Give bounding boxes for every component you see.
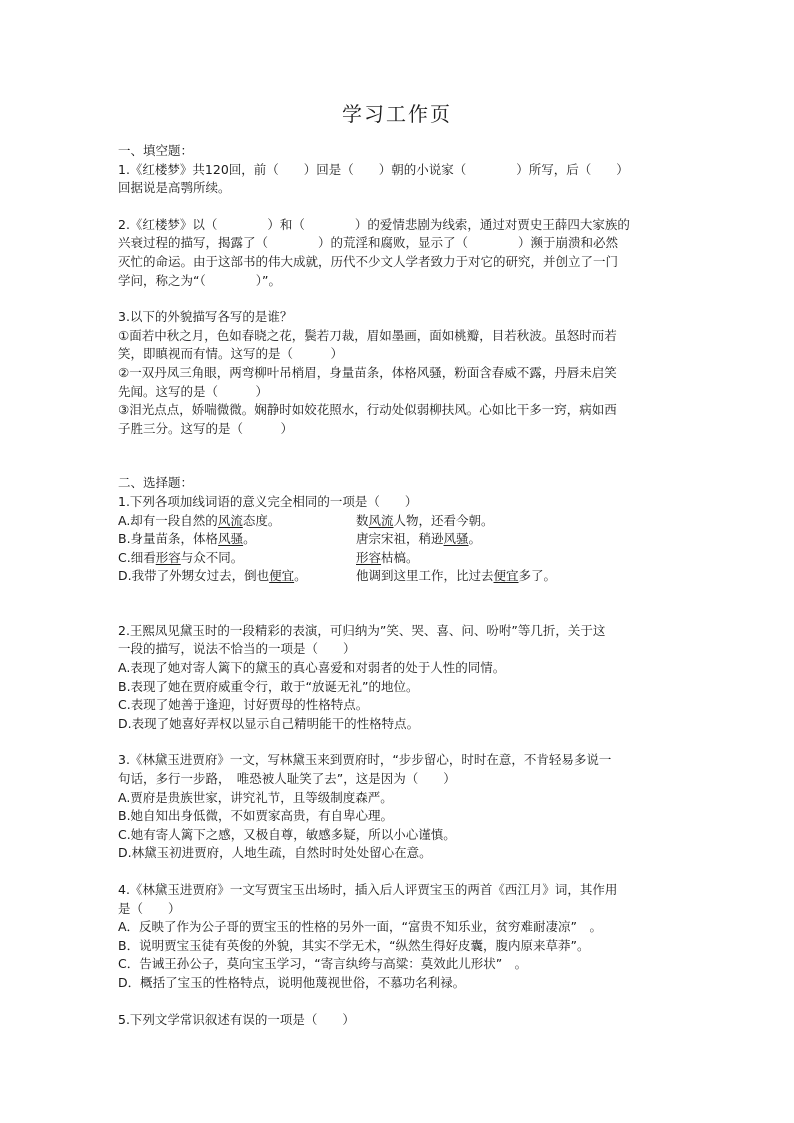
option-text: C.细看 — [118, 549, 156, 565]
option-a: A.贾府是贵族世家，讲究礼节，且等级制度森严。 — [118, 789, 393, 805]
underlined-term: 便宜 — [493, 568, 519, 584]
underlined-term: 风骚 — [218, 531, 244, 547]
question-line: 3.《林黛玉进贾府》一文，写林黛玉来到贾府时，“步步留心，时时在意，不肯轻易多说一 — [118, 752, 612, 768]
question-line: 句话，多行一步路， 唯恐被人耻笑了去”，这是因为（ ） — [118, 771, 456, 787]
option-text: 。 — [243, 531, 256, 547]
option-row-d — [118, 567, 684, 586]
question-line: 先闻。这写的是（ ） — [118, 383, 269, 399]
option-text: 态度。 — [242, 512, 281, 528]
question-line: 笑，即瞋视而有情。这写的是（ ） — [118, 346, 344, 362]
option-a: A.表现了她对寄人篱下的黛玉的真心喜爱和对弱者的处于人性的同情。 — [118, 660, 506, 676]
underlined-term: 形容 — [155, 549, 181, 565]
option-right — [356, 512, 494, 531]
option-b: B.表现了她在贾府威重令行，敢于“放诞无礼”的地位。 — [118, 678, 419, 694]
option-c: C.她有寄人篱下之感，又极自尊，敏感多疑，所以小心谨慎。 — [118, 826, 456, 842]
underlined-term: 风骚 — [443, 531, 469, 547]
question-line: 4.《林黛玉进贾府》一文写贾宝玉出场时，插入后人评贾宝玉的两首《西江月》词，其作用 — [118, 882, 618, 897]
question-line: ②一双丹凤三角眼，两弯柳叶吊梢眉，身量苗条，体格风骚，粉面含春威不露，丹唇未启笑 — [118, 364, 617, 380]
question-line: 灭忙的命运。由于这部书的伟大成就，历代不少文人学者致力于对它的研究，并创立了一门 — [118, 253, 619, 269]
option-row-b — [118, 530, 684, 549]
underlined-term: 风流 — [217, 512, 243, 528]
underlined-term: 形容 — [356, 549, 382, 565]
question-line: 回据说是高鹗所续。 — [118, 180, 231, 196]
question-line: 子胜三分。这写的是（ ） — [118, 420, 294, 436]
option-text: A.却有一段自然的 — [118, 512, 218, 528]
option-right — [356, 549, 419, 568]
section-heading-fill-blank: 一、填空题： — [118, 143, 194, 158]
section-heading-multiple-choice: 二、选择题： — [118, 475, 194, 491]
question-line: 是（ ） — [118, 900, 181, 916]
option-text: 。 — [468, 531, 482, 547]
question-2-1 — [118, 493, 684, 586]
question-2-5 — [118, 1011, 684, 1030]
worksheet-content — [118, 142, 684, 1029]
option-left — [118, 567, 356, 586]
question-2-4 — [118, 881, 684, 993]
question-1-2 — [118, 216, 684, 290]
option-row-c — [118, 549, 684, 568]
option-d: D.林黛玉初进贾府，人地生疏，自然时时处处留心在意。 — [118, 845, 432, 861]
option-left — [118, 530, 356, 549]
option-a: A．反映了作为公子哥的贾宝玉的性格的另外一面，“富贵不知乐业，贫穷难耐凄凉” 。 — [118, 919, 603, 935]
option-row-a — [118, 512, 684, 531]
underlined-term: 风流 — [368, 512, 394, 528]
page-title: 学习工作页 — [342, 102, 452, 126]
option-text: D.我带了外甥女过去，倒也 — [118, 568, 270, 584]
option-right — [356, 530, 481, 549]
option-text: 。 — [294, 568, 307, 584]
option-right — [356, 567, 556, 586]
option-c: C．告诫王孙公子，莫向宝玉学习，“寄言纨绔与高粱：莫效此儿形状” 。 — [118, 956, 528, 972]
option-text: 唐宗宋祖，稍逊 — [356, 531, 444, 547]
question-line: ③泪光点点，娇喘微微。娴静时如姣花照水，行动处似弱柳扶风。心如比干多一窍，病如西 — [118, 402, 617, 418]
question-line: 一段的描写，说法不恰当的一项是（ ） — [118, 641, 356, 657]
question-line: ①面若中秋之月，色如春晓之花，鬓若刀裁，眉如墨画，面如桃瓣，目若秋波。虽怒时而若 — [118, 327, 617, 343]
question-line: 学问，称之为“（ ）”。 — [118, 272, 281, 288]
question-line: 2.《红楼梦》以（ ）和（ ）的爱情悲剧为线索，通过对贾史王薛四大家族的 — [118, 216, 630, 232]
option-d: D.表现了她喜好弄权以显示自己精明能干的性格特点。 — [118, 715, 420, 731]
question-line: 1.《红楼梦》共120回，前（ ）回是（ ）朝的小说家（ ）所写，后（ ） — [118, 161, 629, 177]
option-text: 数 — [356, 512, 369, 528]
option-text: 人物，还看今朝。 — [393, 512, 494, 528]
question-2-3 — [118, 751, 684, 863]
question-line: 2.王熙凤见黛玉时的一段精彩的表演，可归纳为”笑、哭、喜、问、吩咐”等几折，关于这 — [118, 622, 606, 638]
option-b: B.她自知出身低微，不如贾家高贵，有自卑心理。 — [118, 808, 394, 824]
option-text: 他调到这里工作，比过去 — [356, 568, 494, 584]
question-line: 兴衰过程的描写，揭露了（ ）的荒淫和腐败，显示了（ ）濒于崩溃和必然 — [118, 235, 619, 251]
option-text: B.身量苗条，体格 — [118, 531, 219, 547]
question-stem: 1.下列各项加线词语的意义完全相同的一项是（ ） — [118, 493, 418, 509]
option-left — [118, 549, 356, 568]
option-text: 枯槁。 — [381, 549, 419, 565]
question-1-1 — [118, 161, 684, 198]
question-1-3 — [118, 308, 684, 438]
option-text: 多了。 — [518, 568, 557, 584]
option-text: 与众不同。 — [180, 549, 244, 565]
question-line: 3.以下的外貌描写各写的是谁？ — [118, 309, 293, 325]
option-b: B．说明贾宝玉徒有英俊的外貌，其实不学无术，“纵然生得好皮囊，腹内原来草莽”。 — [118, 937, 590, 953]
option-left — [118, 512, 356, 531]
question-stem: 5.下列文学常识叙述有误的一项是（ ） — [118, 1011, 355, 1027]
question-2-2 — [118, 622, 684, 734]
option-d: D．概括了宝玉的性格特点，说明他蔑视世俗，不慕功名利禄。 — [118, 974, 466, 990]
option-c: C.表现了她善于逢迎，讨好贾母的性格特点。 — [118, 697, 369, 713]
underlined-term: 便宜 — [269, 568, 295, 584]
